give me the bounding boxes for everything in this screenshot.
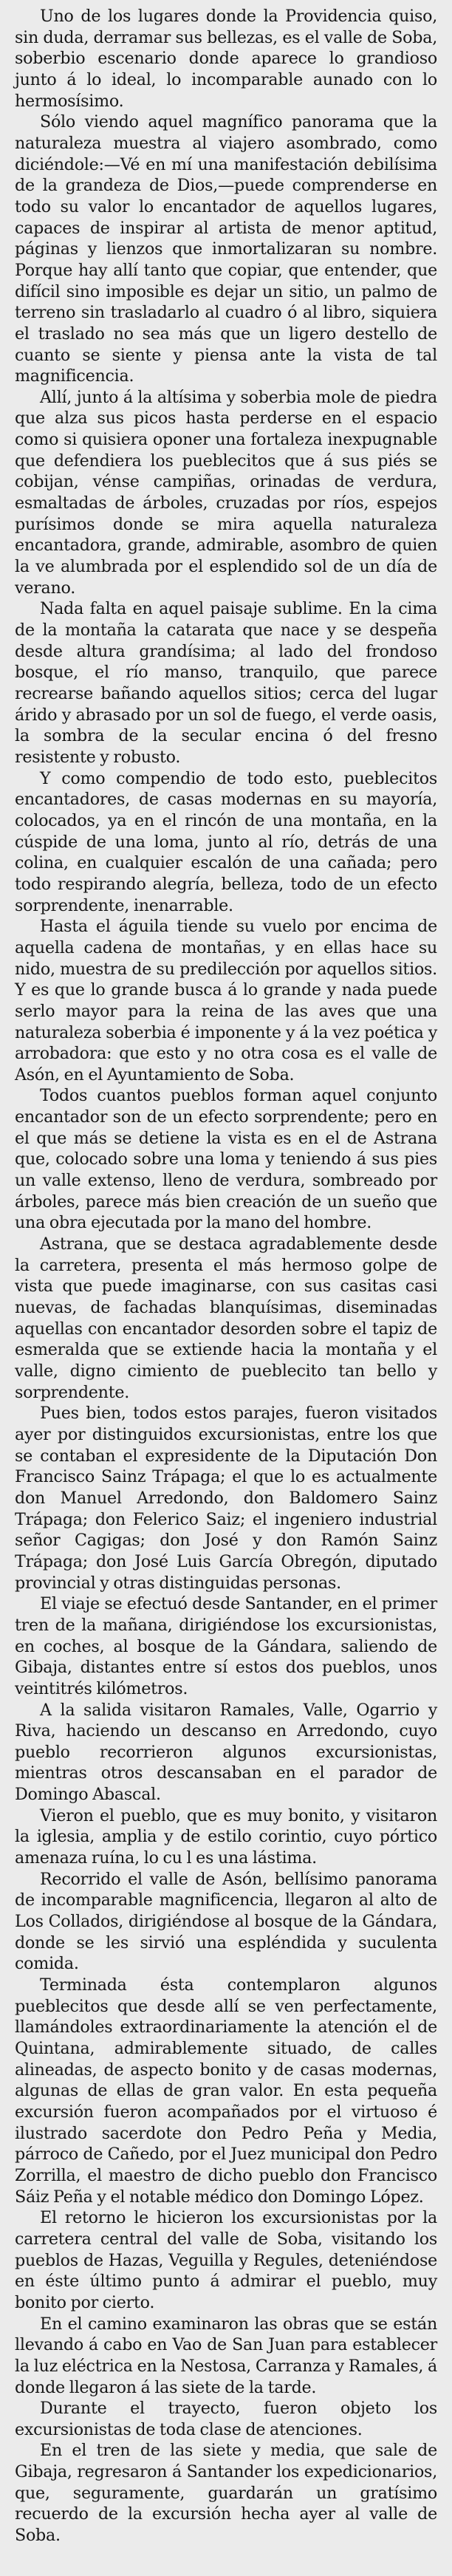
article-paragraph: Allí, junto á la altísima y soberbia mole de piedra que alza sus picos hasta perderse en el espacio como si quisiera oponer una fortaleza inexpugnable que defendiera los pueblecitos que á sus piés se cobijan, vénse campiñas, orinadas de verdura, esmaltadas de árboles, cruzadas por ríos, espejos purísimos donde se mira aquella naturaleza encantadora, grande, admirable, asombro de quien la ve alumbrada por el esplendido sol de un día de verano. [15,387,437,598]
article-paragraph: El viaje se efectuó desde Santander, en el primer tren de la mañana, dirigiéndose los excursionistas, en coches, al bosque de la Gándara, saliendo de Gibaja, distantes entre sí estos dos pueblos, unos veintitrés kilómetros. [15,1594,437,1698]
article-paragraph: Hasta el águila tiende su vuelo por encima de aquella cadena de montañas, y en ellas hace su nido, muestra de su predilección por aquellos sitios. Y es que lo grande busca á lo grande y nada puede serlo mayor para la reina de las aves que una naturaleza soberbia é imponente y á la vez poética y arrobadora: que esto y no otra cosa es el valle de Asón, en el Ayuntamiento de Soba. [15,917,437,1084]
article-paragraph: Durante el trayecto, fueron objeto los excursionistas de toda clase de atenciones. [15,2399,437,2439]
article-paragraph: Y como compendio de todo esto, pueblecitos encantadores, de casas modernas en su mayoría, colocados, ya en el rincón de una montaña, en la cúspide de una loma, junto al río, detrás de una colina, en cualquier escalón de una cañada; pero todo respirando alegría, belleza, todo de un efecto sorprendente, inenarrable. [15,768,437,915]
article-paragraph: Pues bien, todos estos parajes, fueron visitados ayer por distinguidos excursionistas, entre los que se contaban el expresidente de la Diputación Don Francisco Sainz Trápaga; el que lo es actualmente don Manuel Arredondo, don Baldomero Sainz Trápaga; don Felerico Saiz; el ingeniero industrial señor Cagigas; don José y don Ramón Sainz Trápaga; don José Luis García Obregón, diputado provincial y otras distinguidas personas. [15,1404,437,1593]
article-paragraph: En el camino examinaron las obras que se están llevando á cabo en Vao de San Juan para establecer la luz eléctrica en la Nestosa, Carranza y Ramales, á donde llegaron á las siete de la tarde. [15,2314,437,2397]
article-column [15,6,437,2546]
article-paragraph: Terminada ésta contemplaron algunos pueblecitos que desde allí se ven perfectamente, llamándoles extraordinariamente la atención el de Quintana, admirablemente situado, de calles alineadas, de aspecto bonito y de casas modernas, algunas de ellas de gran valor. En esta pequeña excursión fueron acompañados por el virtuoso é ilustrado sacerdote don Pedro Peña y Media, párroco de Cañedo, por el Juez municipal don Pedro Zorrilla, el maestro de dicho pueblo don Francisco Sáiz Peña y el notable médico don Domingo López. [15,1975,437,2207]
article-paragraph: Recorrido el valle de Asón, bellísimo panorama de incomparable magnificencia, llegaron al alto de Los Collados, dirigiéndose al bosque de la Gándara, donde se les sirvió una espléndida y suculenta comida. [15,1869,437,1974]
article-paragraph: En el tren de las siete y media, que sale de Gibaja, regresaron á Santander los expedicionarios, que, seguramente, guardarán un gratísimo recuerdo de la excursión hecha ayer al valle de Soba. [15,2441,437,2546]
article-paragraph: Todos cuantos pueblos forman aquel conjunto encantador son de un efecto sorprendente; pero en el que más se detiene la vista es en el de Astrana que, colocado sobre una loma y teniendo á sus pies un valle extenso, lleno de verdura, sombreado por árboles, parece más bien creación de un sueño que una obra ejecutada por la mano del hombre. [15,1086,437,1233]
article-paragraph: Astrana, que se destaca agradablemente desde la carretera, presenta el más hermoso golpe de vista que puede imaginarse, con sus casitas casi nuevas, de fachadas blanquísimas, diseminadas aquellas con encantador desorden sobre el tapiz de esmeralda que se extiende hacia la montaña y el valle, digno cimiento de pueblecito tan bello y sorprendente. [15,1234,437,1402]
article-paragraph: Uno de los lugares donde la Providencia quiso, sin duda, derramar sus bellezas, es el valle de Soba, soberbio escenario donde aparece lo grandioso junto á lo ideal, lo incomparable aunado con lo hermosísimo. [15,7,437,111]
article-paragraph: Sólo viendo aquel magnífico panorama que la naturaleza muestra al viajero asombrado, como diciéndole:—Vé en mí una manifestación debilísima de la grandeza de Dios,—puede comprenderse en todo su valor lo encantador de aquellos lugares, capaces de inspirar al artista de menor aptitud, páginas y lienzos que inmortalizaran su nombre. Porque hay allí tanto que copiar, que entender, que difícil sino imposible es dejar un sitio, un palmo de terreno sin trasladarlo al cuadro ó al libro, siquiera el traslado no sea más que un ligero destello de cuanto se siente y piensa ante la vista de tal magnificencia. [15,112,437,386]
article-paragraph: Vieron el pueblo, que es muy bonito, y visitaron la iglesia, amplia y de estilo corintio, cuyo pórtico amenaza ruína, lo cu l es una lástima. [15,1805,437,1868]
article-paragraph: Nada falta en aquel paisaje sublime. En la cima de la montaña la catarata que nace y se despeña desde altura grandísima; al lado del frondoso bosque, el río manso, tranquilo, que parece recrearse bañando aquellos sitios; cerca del lugar árido y abrasado por un sol de fuego, el verde oasis, la sombra de la secular encina ó del fresno resistente y robusto. [15,599,437,767]
article-paragraph: A la salida visitaron Ramales, Valle, Ogarrio y Riva, haciendo un descanso en Arredondo, cuyo pueblo recorrieron algunos excursionistas, mientras otros descansaban en el parador de Domingo Abascal. [15,1700,437,1805]
article-paragraph: El retorno le hicieron los excursionistas por la carretera central del valle de Soba, visitando los pueblos de Hazas, Veguilla y Regules, deteniéndose en éste último punto á admirar el pueblo, muy bonito por cierto. [15,2208,437,2312]
